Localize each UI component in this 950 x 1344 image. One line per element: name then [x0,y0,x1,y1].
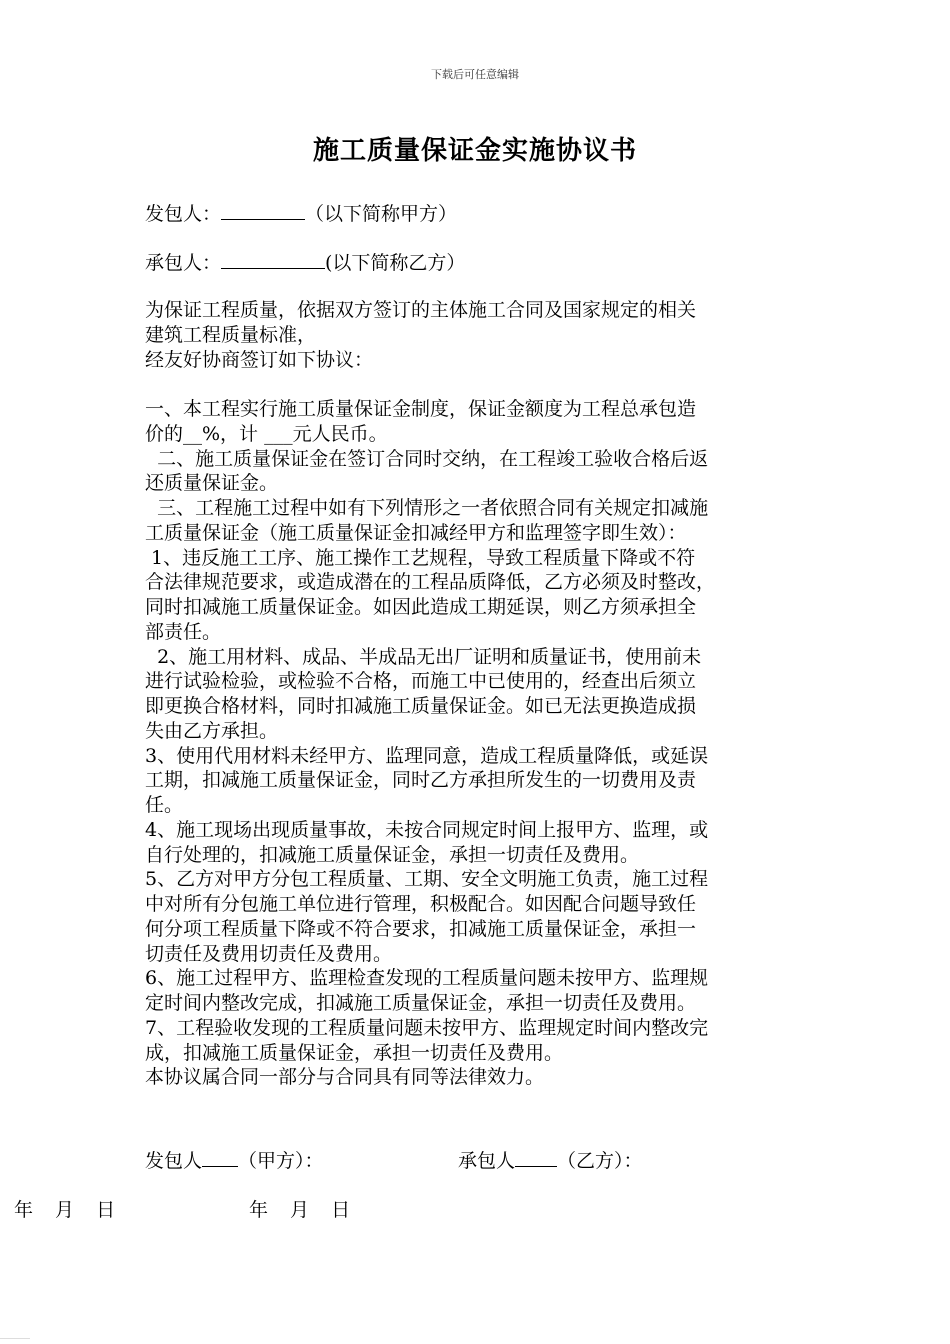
party-b-signature [458,1146,643,1173]
document-title: 施工质量保证金实施协议书 [312,136,637,166]
sig-right-suffix: （乙方）： [557,1150,643,1172]
party-a-signature [145,1146,324,1173]
sig-left-suffix: （甲方）： [238,1150,324,1172]
sig-right-prefix: 承包人 [458,1150,516,1172]
body-line: 经友好协商签订如下协议： [145,348,374,371]
body-line: 同时扣减施工质量保证金。如因此造成工期延误，则乙方须承担全 [145,596,697,618]
sig-left-prefix: 发包人 [145,1150,203,1172]
body-line: 工期，扣减施工质量保证金，同时乙方承担所发生的一切费用及责 [145,769,697,792]
page-corner-mark [0,1338,30,1339]
body-line: 何分项工程质量下降或不符合要求，扣减施工质量保证金，承担一 [145,917,697,940]
body-line: 为保证工程质量，依据双方签订的主体施工合同及国家规定的相关 [145,299,697,321]
body-line: 合法律规范要求，或造成潜在的工程品质降低，乙方必须及时整改， [145,571,716,594]
party-a-line [145,200,815,227]
date-right: 年 月 日 [249,1199,359,1221]
body-line: 7、工程验收发现的工程质量问题未按甲方、监理规定时间内整改完 [145,1016,709,1039]
header-note: 下载后可任意编辑 [431,68,519,81]
party-a-label: 发包人： [145,203,222,225]
party-b-suffix: (以下简称乙方） [325,252,466,274]
sig-left-blank [202,1147,238,1167]
body-line: 失由乙方承担。 [145,719,279,742]
party-b-label: 承包人： [145,252,222,274]
body-line: 成，扣减施工质量保证金，承担一切责任及费用。 [145,1041,564,1064]
date-left: 年 月 日 [14,1199,124,1221]
body-line: 切责任及费用切责任及费用。 [145,942,393,965]
body-line: 价的__%，计 ___元人民币。 [145,422,388,445]
body-line: 2、施工用材料、成品、半成品无出厂证明和质量证书，使用前未 [145,645,702,668]
body-line: 三、工程施工过程中如有下列情形之一者依照合同有关规定扣减施 [145,497,709,519]
party-b-blank [221,249,325,269]
body-line: 一、本工程实行施工质量保证金制度，保证金额度为工程总承包造 [145,398,697,420]
body-line: 即更换合格材料，同时扣减施工质量保证金。如已无法更换造成损 [145,695,697,717]
body-line: 本协议属合同一部分与合同具有同等法律效力。 [145,1066,545,1089]
body-line: 自行处理的，扣减施工质量保证金，承担一切责任及费用。 [145,843,640,866]
body-line: 3、使用代用材料未经甲方、监理同意，造成工程质量降低，或延误 [145,744,709,767]
body-line: 工质量保证金（施工质量保证金扣减经甲方和监理签字即生效）： [145,521,687,544]
body-line: 进行试验检验，或检验不合格，而施工中已使用的，经查出后须立 [145,670,697,693]
body-line: 中对所有分包施工单位进行管理，积极配合。如因配合问题导致任 [145,893,697,915]
body-line: 5、乙方对甲方分包工程质量、工期、安全文明施工负责，施工过程 [145,868,709,891]
body-line: 部责任。 [145,620,222,643]
body-line: 定时间内整改完成，扣减施工质量保证金，承担一切责任及费用。 [145,992,697,1014]
body-line: 建筑工程质量标准， [145,323,317,346]
body-line: 6、施工过程甲方、监理检查发现的工程质量问题未按甲方、监理规 [145,967,709,990]
party-b-line [145,249,815,276]
sig-right-blank [515,1147,557,1167]
body-line: 任。 [145,794,184,816]
body-line: 还质量保证金。 [145,472,279,495]
party-a-suffix: （以下简称甲方） [305,203,458,225]
party-a-blank [221,200,305,220]
body-line: 4、施工现场出现质量事故，未按合同规定时间上报甲方、监理，或 [145,818,709,841]
body-line: 二、施工质量保证金在签订合同时交纳，在工程竣工验收合格后返 [145,447,709,470]
body-line: 1、违反施工工序、施工操作工艺规程，导致工程质量下降或不符 [145,546,696,569]
